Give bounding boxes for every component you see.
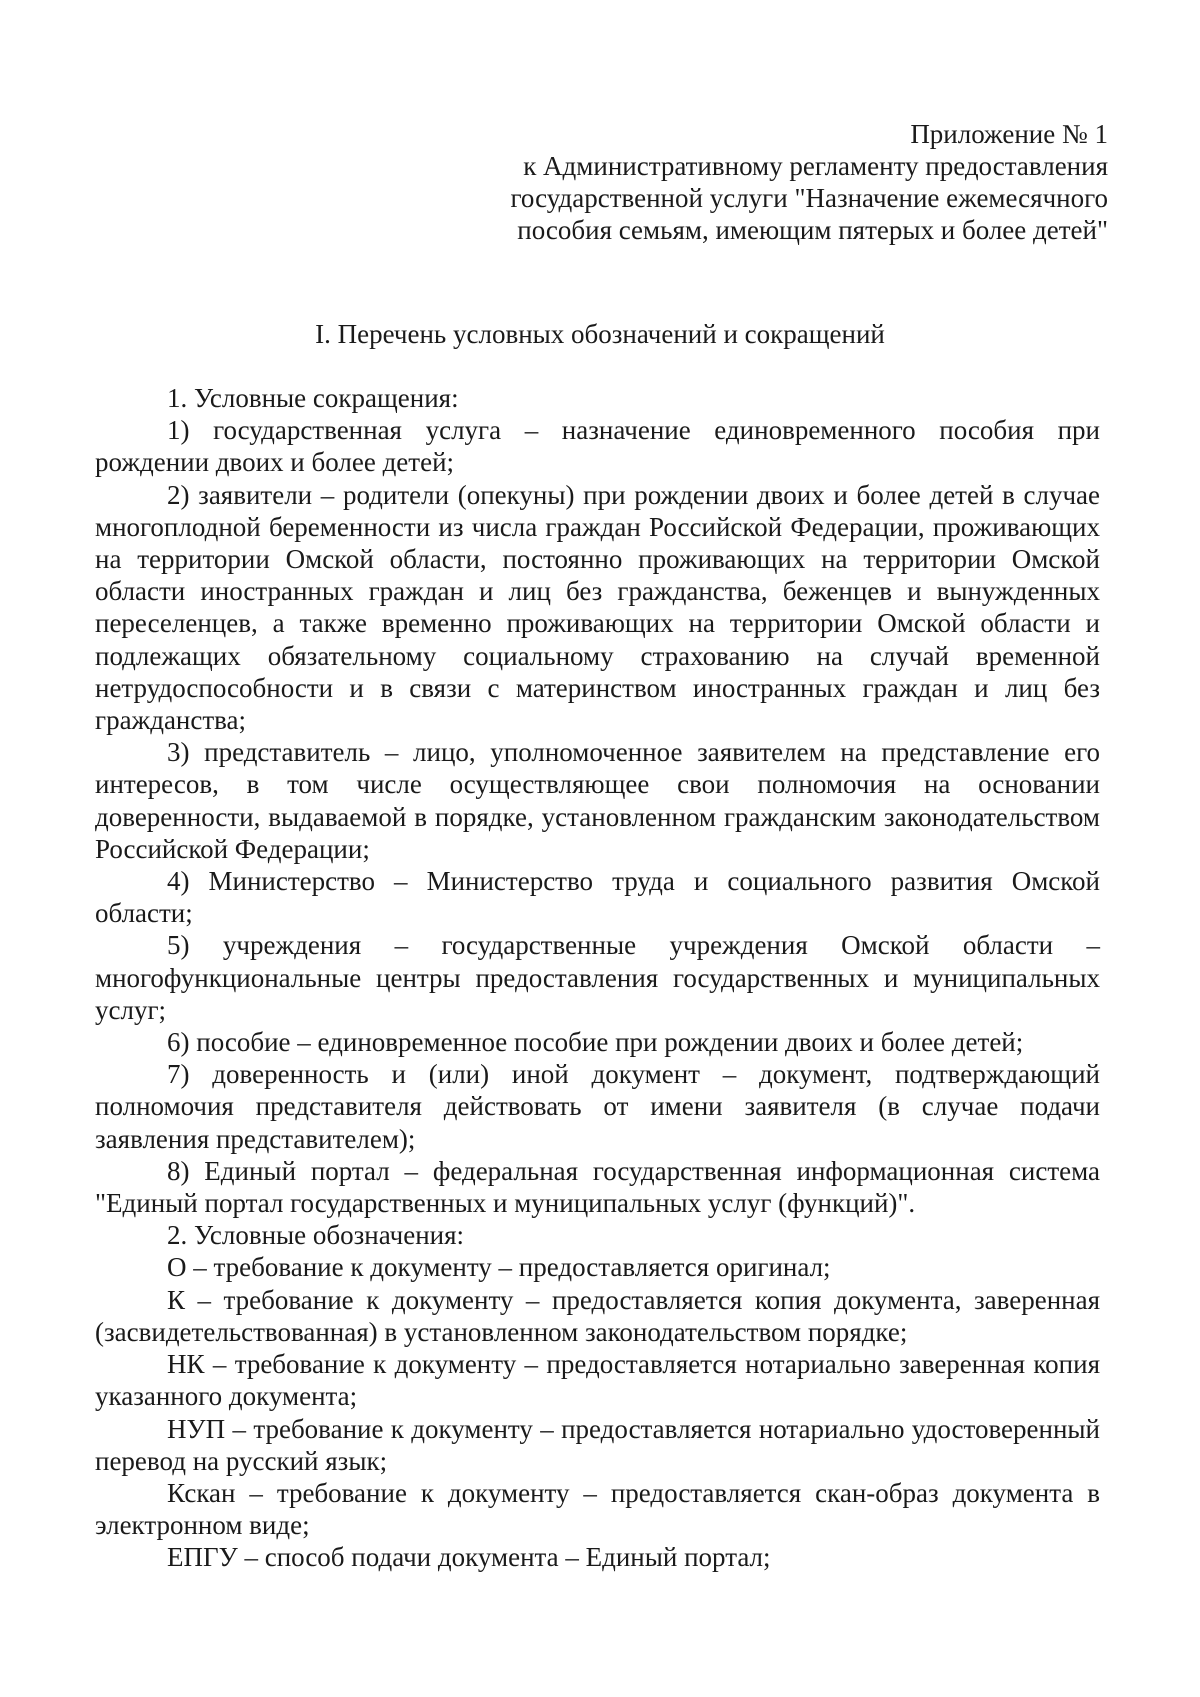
appendix-header	[388, 118, 1108, 246]
appendix-reference-line: пособия семьям, имеющим пятерых и более детей"	[517, 215, 1108, 245]
abbreviation-item: 1) государственная услуга – назначение единовременного пособия при рождении двоих и более детей;	[95, 415, 1100, 478]
abbreviation-item: 3) представитель – лицо, уполномоченное заявителем на представление его интересов, в том числе осуществляющее свои полномочия на основании доверенности, выдаваемой в порядке, установленном гражданским законодательством Российской Федерации;	[95, 737, 1100, 864]
appendix-reference-line: к Административному регламенту предоставления	[523, 151, 1108, 181]
document-body	[95, 382, 1100, 1574]
designation-item: НК – требование к документу – предоставляется нотариально заверенная копия указанного документа;	[95, 1349, 1100, 1412]
designation-item: ЕПГУ – способ подачи документа – Единый портал;	[167, 1542, 771, 1573]
abbreviation-item: 5) учреждения – государственные учреждения Омской области – многофункциональные центры предоставления государственных и муниципальных услуг;	[95, 930, 1100, 1025]
section-title: I. Перечень условных обозначений и сокращений	[315, 319, 885, 349]
abbreviation-item: 4) Министерство – Министерство труда и социального развития Омской области;	[95, 866, 1100, 929]
designation-item: О – требование к документу – предоставляется оригинал;	[167, 1252, 831, 1283]
designations-heading: 2. Условные обозначения:	[167, 1220, 465, 1251]
abbreviations-heading: 1. Условные сокращения:	[167, 383, 459, 413]
designation-item: К – требование к документу – предоставляется копия документа, заверенная (засвидетельствованная) в установленном законодательством порядке;	[95, 1284, 1100, 1347]
abbreviation-item: 2) заявители – родители (опекуны) при рождении двоих и более детей в случае многоплодной беременности из числа граждан Российской Федерации, проживающих на территории Омской области, постоянно проживающих на территории Омской области иностранных граждан и лиц без гражданства, беженцев и вынужденных переселенцев, а также временно проживающих на территории Омской области и подлежащих обязательному социальному страхованию на случай временной нетрудоспособности и в связи с материнством иностранных граждан и лиц без гражданства;	[95, 479, 1100, 736]
appendix-number: Приложение № 1	[910, 119, 1108, 149]
abbreviation-item: 8) Единый портал – федеральная государственная информационная система "Единый портал государственных и муниципальных услуг (функций)".	[95, 1155, 1100, 1219]
designation-item: Кскан – требование к документу – предоставляется скан-образ документа в электронном виде;	[95, 1477, 1100, 1541]
appendix-reference-line: государственной услуги "Назначение ежемесячного	[510, 183, 1108, 213]
designation-item: НУП – требование к документу – предоставляется нотариально удостоверенный перевод на русский язык;	[95, 1413, 1100, 1476]
abbreviation-item: 6) пособие – единовременное пособие при рождении двоих и более детей;	[167, 1027, 1024, 1058]
abbreviation-item: 7) доверенность и (или) иной документ – документ, подтверждающий полномочия представителя действовать от имени заявителя (в случае подачи заявления представителем);	[95, 1059, 1100, 1154]
